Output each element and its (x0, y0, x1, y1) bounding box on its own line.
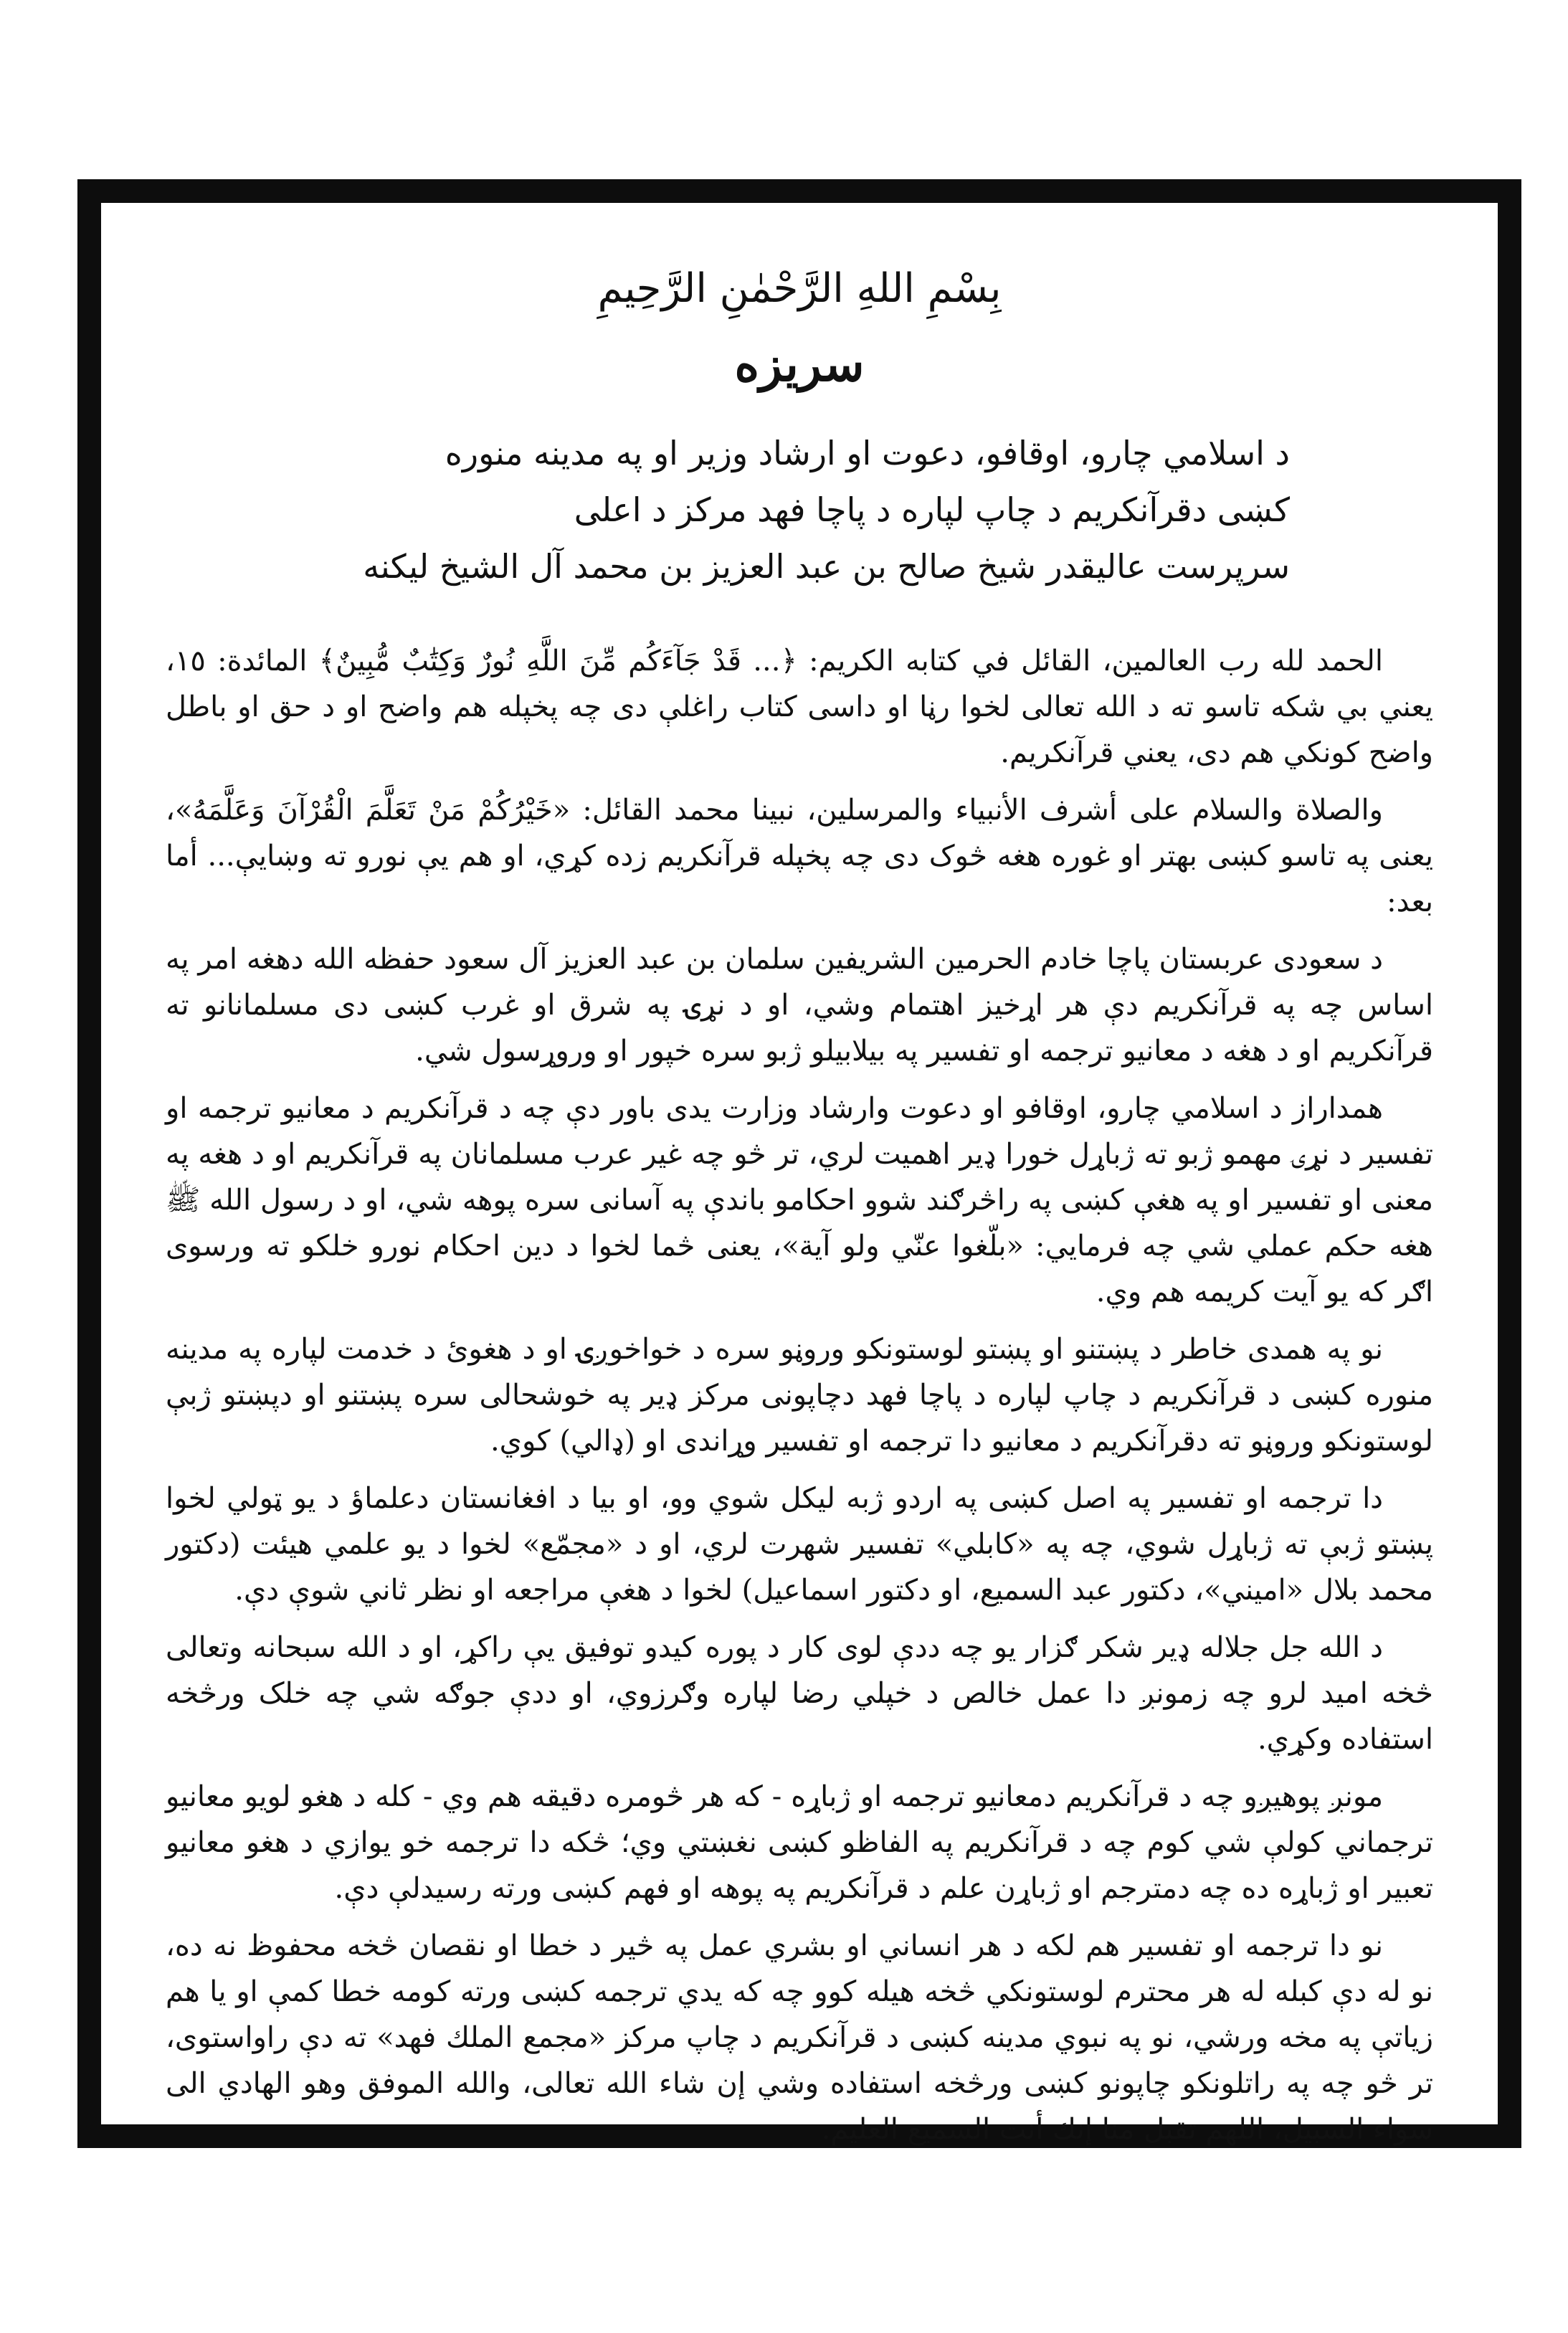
paragraph-translation-limits: مونږ پوهیږو چه د قرآنکریم دمعانیو ترجمه او ژباړه - که هر څومره دقیقه هم وي - کله د هغو لویو معانیو ترجماني کولې شي کوم چه د قرآنکریم په الفاظو کښی نغښتي وي؛ څکه دا ترجمه خو یوازي د هغو معانیو تعبیر او ژباړه ده چه دمترجم او ژباړن علم د قرآنکریم په پوهه او فهم کښی ورته رسیدلې دې. (166, 1780, 1433, 1905)
page-title: سریزه (734, 336, 865, 392)
paragraph-salat: والصلاة والسلام علی أشرف الأنبیاء والمرسلین، نبینا محمد القائل: «خَيْرُكُمْ مَنْ تَعَلَّمَ الْقُرْآنَ وَعَلَّمَهُ»، یعنی په تاسو کښی بهتر او غوره هغه څوک دی چه پخپله قرآنکریم زده کړي، او هم یې نورو ته وښایې... أما بعد: (166, 794, 1433, 918)
basmala-heading: بِسْمِ اللهِ الرَّحْمٰنِ الرَّحِيمِ (597, 265, 1002, 312)
paragraph-ministry: همداراز د اسلامي چارو، اوقافو او دعوت وارشاد وزارت یدی باور دې چه د قرآنکریم د معانیو ترجمه او تفسیر د نړۍ مهمو ژبو ته ژباړل خورا ډیر اهمیت لري، تر څو چه غیر عرب مسلمانان په قرآنکریم او د هغه په معنی او تفسیر او په هغې کښی په راڅرګند شوو احکامو باندې په آسانی سره پوهه شي، او د رسول الله ﷺ هغه حکم عملي شي چه فرمایي: «بلّغوا عنّي ولو آیة»، یعنی څما لخوا د دین احکام نورو خلکو ته ورسوی اګر که یو آیت کریمه هم وي. (166, 1092, 1433, 1308)
paragraph-hamd: الحمد لله رب العالمین، القائل في کتابه الکریم: ﴿... قَدْ جَآءَكُم مِّنَ اللَّهِ نُورٌ وَكِتَٰبٌ مُّبِينٌ﴾ المائدة: ١٥، یعني بي شکه تاسو ته د الله تعالی لخوا رڼا او داسی کتاب راغلې دی چه پخپله هم واضح او د حق او باطل واضح کونکي هم دی، یعني قرآنکریم. (166, 645, 1433, 769)
page-border-frame (77, 179, 1521, 2148)
paragraph-translation-origin: دا ترجمه او تفسیر په اصل کښی په اردو ژبه لیکل شوي وو، او بیا د افغانستان دعلماؤ د یو ټولي لخوا پښتو ژبې ته ژباړل شوي، چه په «کابلي» تفسیر شهرت لري، او د «مجمّع» لخوا د یو علمي هیئت (دکتور محمد بلال «امیني»، دکتور عبد السمیع، او دکتور اسماعیل) لخوا د هغې مراجعه او نظر ثاني شوې دې. (166, 1482, 1433, 1607)
paragraph-pashto-gift: نو په همدی خاطر د پښتنو او پښتو لوستونکو وروڼو سره د خواخوږۍ او د هغوئ د خدمت لپاره په مدینه منوره کښی د قرآنکریم د چاپ لپاره د پاچا فهد دچاپونی مرکز ډیر په خوشحالی سره پښتنو او دپښتو ژبې لوستونکو وروڼو ته دقرآنکریم د معانیو دا ترجمه او تفسیر وړاندی او (ډالي) کوي. (166, 1333, 1433, 1458)
patron-line: سرپرست عالیقدر شیخ صالح بن عبد العزیز بن محمد آل الشیخ لیکنه (363, 547, 1290, 586)
paragraph-gratitude: د الله جل جلاله ډیر شکر ګزار یو چه ددې لوی کار د پوره کیدو توفیق یې راکړ، او د الله سبحانه وتعالی څخه امید لرو چه زمونږ دا عمل خالص د خپلي رضا لپاره وګرزوي، او ددې جوګه شي چه خلک ورڅخه استفاده وکړي. (166, 1631, 1433, 1756)
patron-line: کښی دقرآنکریم د چاپ لپاره د پاچا فهد مرکز د اعلی (574, 490, 1290, 529)
patron-statement (166, 425, 1290, 595)
paragraph-closing: نو دا ترجمه او تفسیر هم لکه د هر انساني او بشري عمل په څیر د خطا او نقصان څخه محفوظ نه ده، نو له دې کبله له هر محترم لوستونکي څخه هیله کوو چه که یدي ترجمه کښی ورته کومه خطا کمې او یا هم زیاتې په مخه ورشي، نو په نبوي مدینه کښی د قرآنکریم د چاپ مرکز «مجمع الملك فهد» ته دې راواستوی، تر څو چه په راتلونکو چاپونو کښی ورڅخه استفاده وشي إن شاء الله تعالی، والله الموفق وهو الهادي الی سواء السبیل، اللهم تقبل منا إنك أنت السمیع العلیم. (166, 1929, 1433, 2146)
paragraph-king-order: د سعودی عربستان پاچا خادم الحرمین الشریفین سلمان بن عبد العزیز آل سعود حفظه الله دهغه امر په اساس چه په قرآنکریم دې هر اړخیز اهتمام وشي، او د نړۍ په شرق او غرب کښی دی مسلمانانو ته قرآنکریم او د هغه د معانیو ترجمه او تفسیر په بیلابیلو ژبو سره خپور او وروړسول شي. (166, 943, 1433, 1068)
patron-line: د اسلامي چارو، اوقافو، دعوت او ارشاد وزیر او په مدینه منوره (445, 434, 1290, 472)
preface-page (166, 239, 1433, 2146)
page-inner-frame (99, 201, 1500, 2146)
